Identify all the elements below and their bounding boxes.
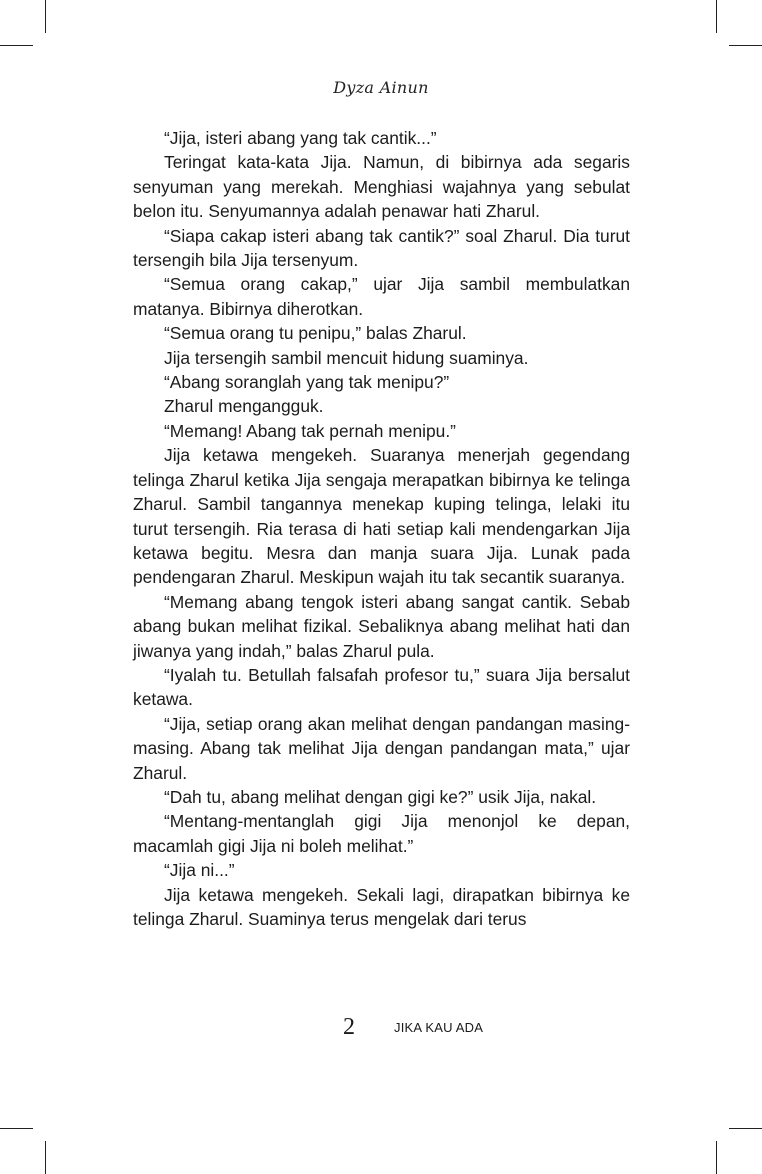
paragraph: “Semua orang tu penipu,” balas Zharul. [164,323,467,344]
paragraph: Jija ketawa mengekeh. Suaranya menerjah gegendang telinga Zharul ketika Jija sengaja merapatkan bibirnya ke telinga Zharul. Sambil tangannya menekap kuping telinga, lelaki itu turut tersengih. Ria terasa di hati setiap kali mendengarkan Jija ketawa begitu. Mesra dan manja suara Jija. Lunak pada pendengaran Zharul. Meskipun wajah itu tak secantik suaranya. [133,445,630,588]
crop-mark-bottom-left-vertical [45,1141,46,1174]
crop-mark-top-left-vertical [45,0,46,33]
paragraph: “Memang! Abang tak pernah menipu.” [164,420,456,441]
paragraph: “Jija, setiap orang akan melihat dengan pandangan masing-masing. Abang tak melihat Jija dengan pandangan mata,” ujar Zharul. [133,713,630,783]
paragraph: “Iyalah tu. Betullah falsafah profesor tu,” suara Jija bersalut ketawa. [133,664,630,710]
paragraph: “Memang abang tengok isteri abang sangat cantik. Sebab abang bukan melihat fizikal. Sebaliknya abang melihat hati dan jiwanya yang indah,” balas Zharul pula. [133,591,630,661]
crop-mark-bottom-left-horizontal [0,1128,33,1129]
page-footer [0,1012,762,1042]
page-number: 2 [343,1014,355,1040]
paragraph: “Dah tu, abang melihat dengan gigi ke?” usik Jija, nakal. [164,786,597,807]
body-text [133,126,630,931]
crop-mark-top-right-vertical [716,0,717,33]
paragraph: “Siapa cakap isteri abang tak cantik?” soal Zharul. Dia turut tersengih bila Jija tersenyum. [133,225,630,271]
crop-mark-top-right-horizontal [729,45,762,46]
paragraph: “Abang soranglah yang tak menipu?” [164,372,450,393]
paragraph: Jija ketawa mengekeh. Sekali lagi, dirapatkan bibirnya ke telinga Zharul. Suaminya terus mengelak dari terus [133,884,630,929]
crop-mark-bottom-right-vertical [716,1141,717,1174]
paragraph: Teringat kata-kata Jija. Namun, di bibirnya ada segaris senyuman yang merekah. Menghiasi wajahnya yang sebulat belon itu. Senyumannya adalah penawar hati Zharul. [133,152,630,222]
crop-mark-top-left-horizontal [0,45,33,46]
book-title: JIKA KAU ADA [394,1020,484,1035]
paragraph: Jija tersengih sambil mencuit hidung suaminya. [164,347,529,368]
paragraph: “Mentang-mentanglah gigi Jija menonjol ke depan, macamlah gigi Jija ni boleh melihat.” [133,811,630,856]
crop-mark-bottom-right-horizontal [729,1128,762,1129]
paragraph: “Semua orang cakap,” ujar Jija sambil membulatkan matanya. Bibirnya diherotkan. [133,274,630,319]
paragraph: “Jija ni...” [164,860,235,881]
paragraph: Zharul mengangguk. [164,396,324,417]
running-head-author: Dyza Ainun [333,78,429,97]
paragraph: “Jija, isteri abang yang tak cantik...” [164,128,437,148]
